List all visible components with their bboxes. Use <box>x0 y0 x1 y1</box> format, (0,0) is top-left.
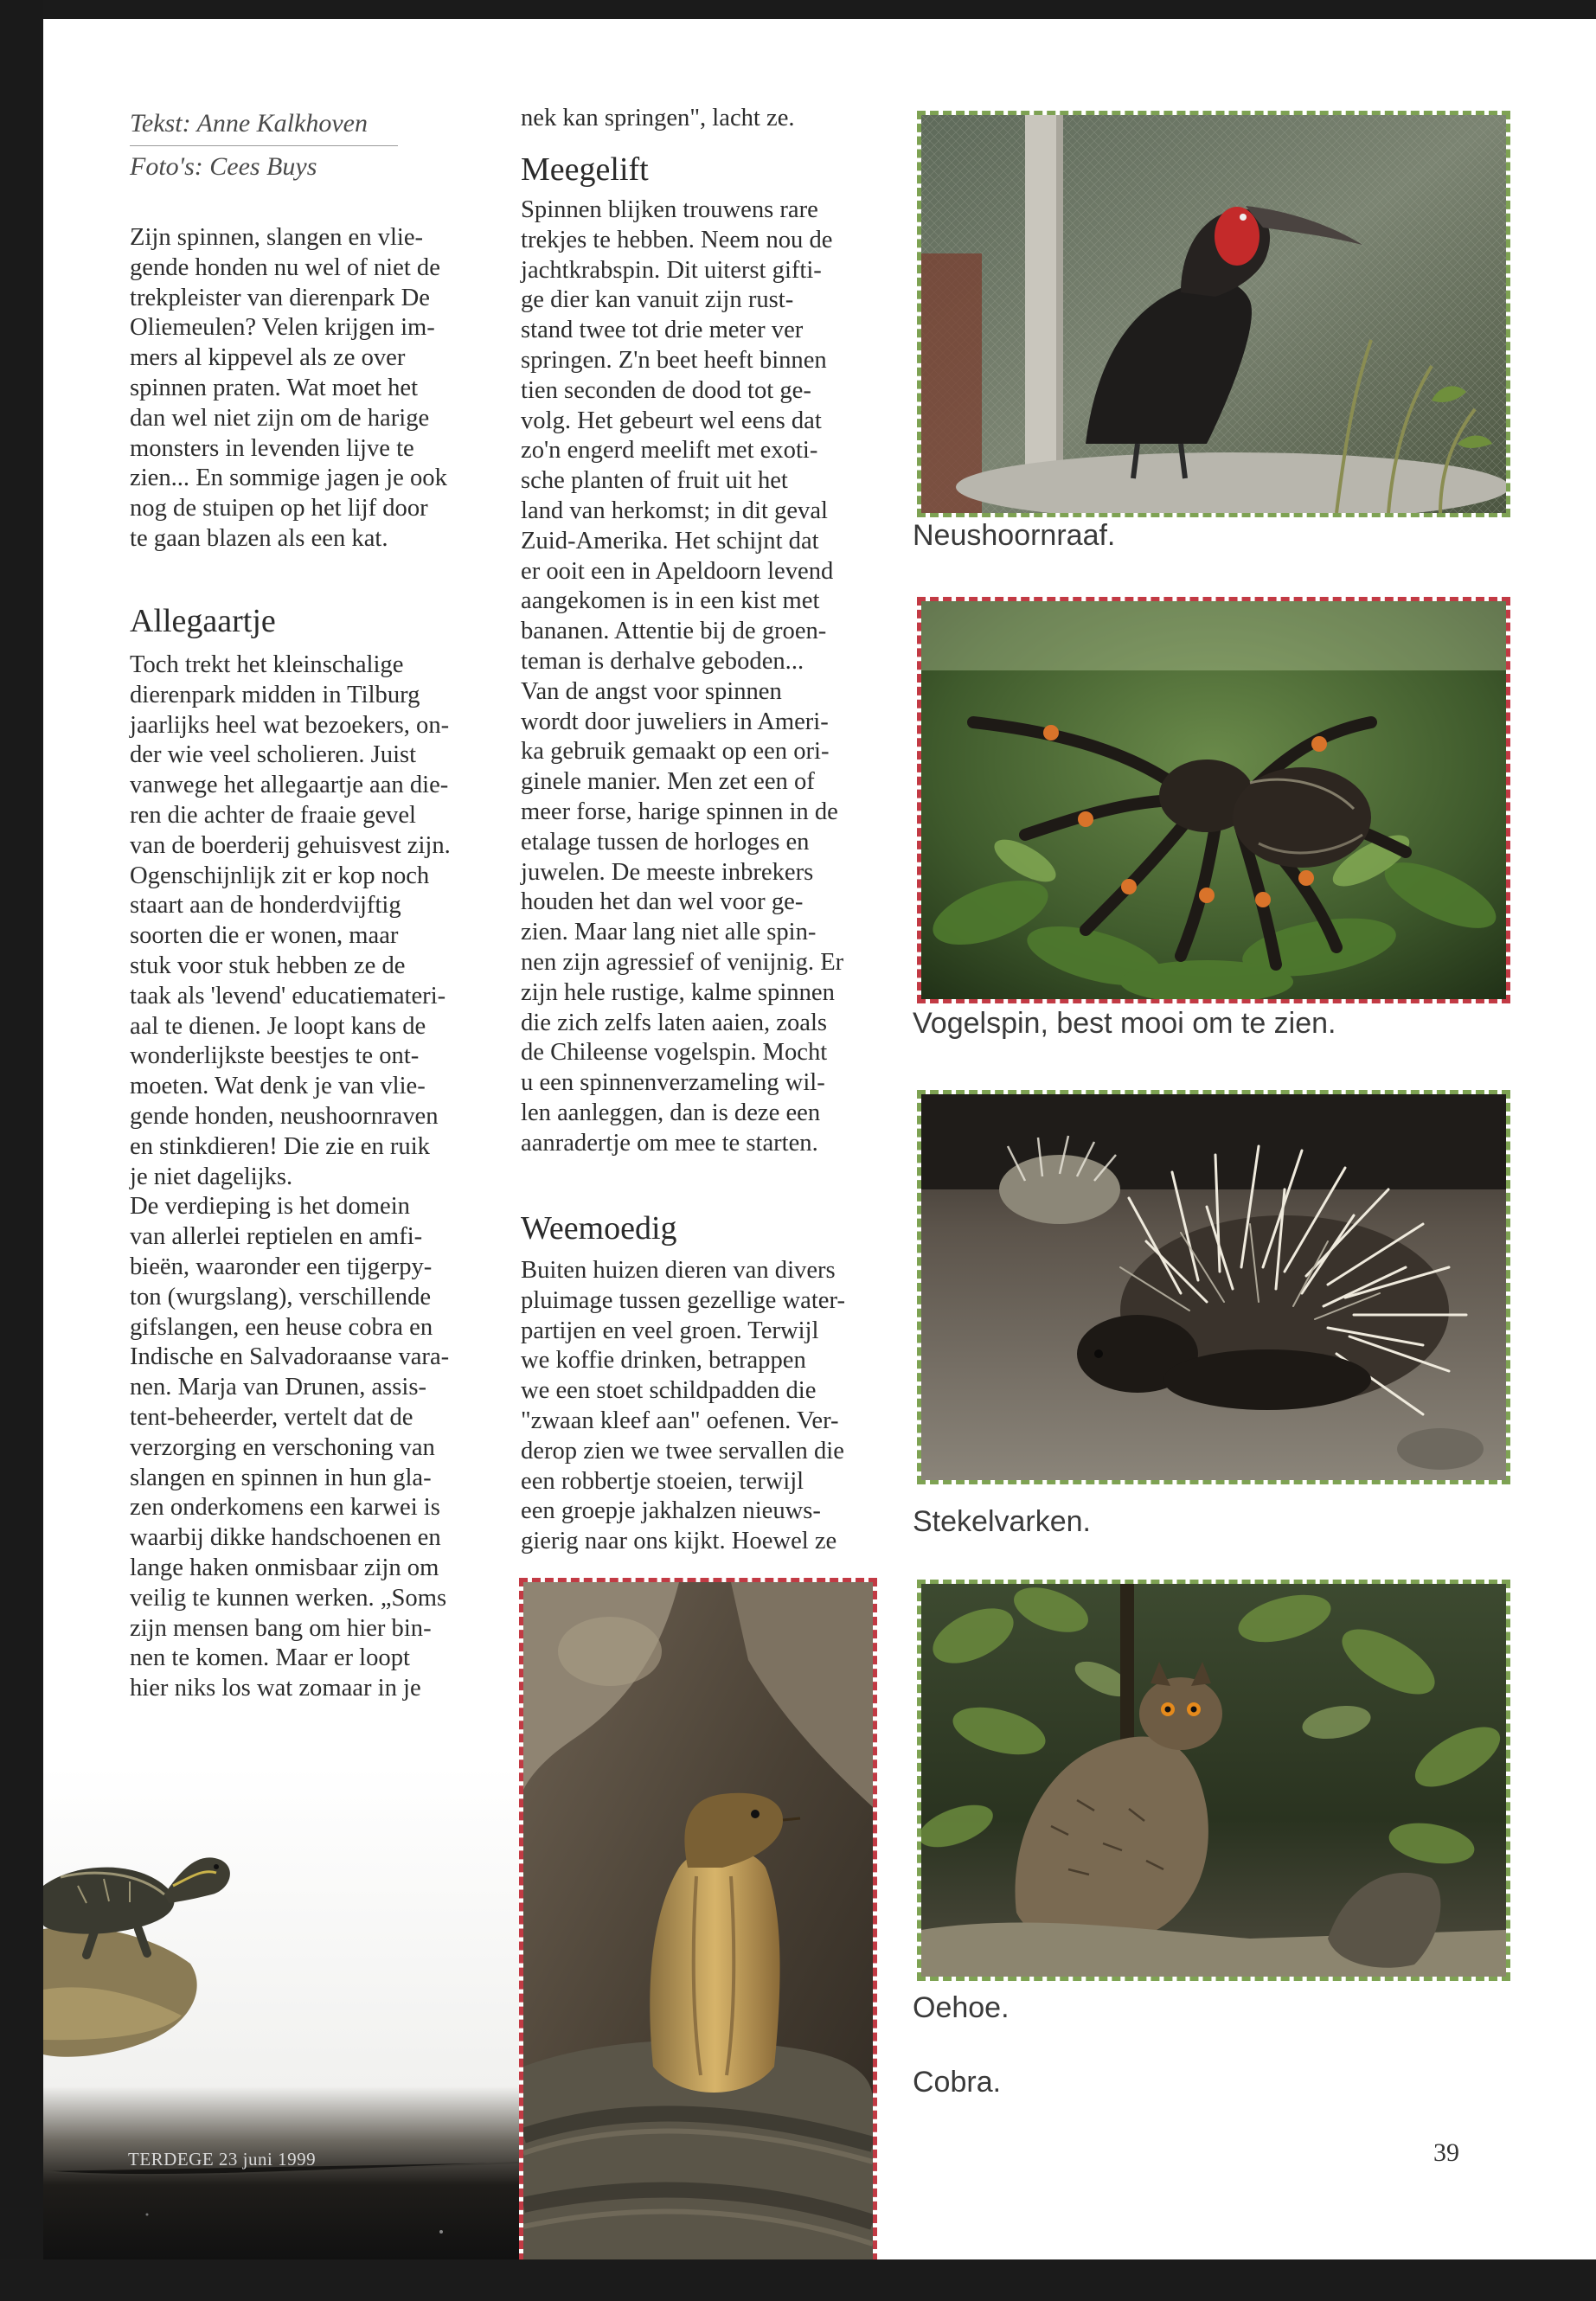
bottom-edge <box>0 2259 1596 2301</box>
text-line: teman is derhalve geboden... <box>521 647 804 675</box>
text-line: jachtkrabspin. Dit uiterst gifti- <box>521 256 822 284</box>
text-line: Zuid-Amerika. Het schijnt dat <box>521 527 819 554</box>
publication-footer: TERDEGE 23 juni 1999 <box>128 2149 317 2170</box>
text-line: taak als 'levend' educatiemateri- <box>130 982 446 1009</box>
heading-meegelift: Meegelift <box>521 151 649 188</box>
text-line: nen. Marja van Drunen, assis- <box>130 1374 427 1401</box>
text-line: etalage tussen de horloges en <box>521 828 810 856</box>
column-1-intro <box>130 223 484 554</box>
text-line: er ooit een in Apeldoorn levend <box>521 557 834 585</box>
text-line: monsters in levenden lijve te <box>130 434 414 462</box>
caption-hornbill: Neushoornraaf. <box>913 519 1116 552</box>
caption-spider: Vogelspin, best mooi om te zien. <box>913 1007 1336 1040</box>
text-line: volg. Het gebeurt wel eens dat <box>521 407 822 434</box>
text-line: stand twee tot drie meter ver <box>521 317 804 344</box>
text-line: we koffie drinken, betrappen <box>521 1347 806 1375</box>
text-line: tent-beheerder, vertelt dat de <box>130 1403 413 1431</box>
text-line: tien seconden de dood tot ge- <box>521 376 811 404</box>
page-number: 39 <box>1433 2138 1459 2167</box>
text-line: een robbertje stoeien, terwijl <box>521 1467 804 1495</box>
text-line: moeten. Wat denk je van vlie- <box>130 1073 426 1100</box>
text-line: Indische en Salvadoraanse vara- <box>130 1343 450 1371</box>
credit-divider <box>130 145 398 146</box>
cobra-image <box>523 1582 873 2262</box>
text-line: dierenpark midden in Tilburg <box>130 681 420 708</box>
text-line: stuk voor stuk hebben ze de <box>130 952 406 979</box>
text-line: ton (wurgslang), verschillende <box>130 1283 432 1311</box>
text-line: lange haken onmisbaar zijn om <box>130 1554 439 1581</box>
text-line: aangekomen is in een kist met <box>521 587 820 615</box>
text-line: die zich zelfs laten aaien, zoals <box>521 1009 828 1036</box>
photo-cobra <box>519 1578 877 2262</box>
spider-image <box>921 601 1506 999</box>
text-line: je niet dagelijks. <box>130 1163 293 1190</box>
text-line: wordt door juweliers in Ameri- <box>521 708 829 735</box>
author-credit: Tekst: Anne Kalkhoven <box>130 109 368 138</box>
text-line: wonderlijkste beestjes te ont- <box>130 1042 420 1070</box>
text-line: te gaan blazen als een kat. <box>130 524 388 552</box>
text-line: trekpleister van dierenpark De <box>130 284 430 311</box>
text-line: "zwaan kleef aan" oefenen. Ver- <box>521 1407 839 1434</box>
text-line: mers al kippevel als ze over <box>130 344 406 372</box>
text-line: ginele manier. Men zet een of <box>521 768 815 796</box>
text-line: ren die achter de fraaie gevel <box>130 801 416 829</box>
hornbill-image <box>921 115 1506 513</box>
text-line: verzorging en verschoning van <box>130 1433 435 1461</box>
caption-cobra: Cobra. <box>913 2066 1002 2099</box>
porcupine-image <box>921 1094 1506 1480</box>
text-line: slangen en spinnen in hun gla- <box>130 1464 432 1491</box>
text-line: land van herkomst; in dit geval <box>521 497 828 524</box>
text-line: zijn mensen bang om hier bin- <box>130 1614 432 1642</box>
text-line: Buiten huizen dieren van divers <box>521 1257 836 1284</box>
text-line: jaarlijks heel wat bezoekers, on- <box>130 711 450 739</box>
text-line: Van de angst voor spinnen <box>521 677 782 705</box>
column-1-body <box>130 651 484 1704</box>
text-line: u een spinnenverzameling wil- <box>521 1069 825 1097</box>
text-line: hier niks los wat zomaar in je <box>130 1675 421 1702</box>
text-line: zo'n engerd meelift met exoti- <box>521 437 818 465</box>
text-line: partijen en veel groen. Terwijl <box>521 1317 819 1344</box>
photo-turtle <box>43 1765 519 2259</box>
text-line: Zijn spinnen, slangen en vlie- <box>130 224 424 251</box>
text-line: een groepje jakhalzen nieuws- <box>521 1497 821 1525</box>
top-edge <box>0 0 1596 19</box>
text-line: gifslangen, een heuse cobra en <box>130 1313 433 1341</box>
text-line: nog de stuipen op het lijf door <box>130 495 428 522</box>
text-line: zen onderkomens een karwei is <box>130 1494 440 1522</box>
text-line: aal te dienen. Je loopt kans de <box>130 1012 426 1040</box>
text-line: gende honden nu wel of niet de <box>130 253 440 281</box>
text-line: houden het dan wel voor ge- <box>521 888 804 916</box>
column-2-body-1 <box>521 195 880 1159</box>
text-line: soorten die er wonen, maar <box>130 922 399 950</box>
text-line: bananen. Attentie bij de groen- <box>521 618 827 645</box>
text-line: en stinkdieren! Die zie en ruik <box>130 1132 430 1160</box>
photo-spider <box>917 597 1510 1003</box>
text-line: aanradertje om mee te starten. <box>521 1129 818 1157</box>
text-line: len aanleggen, dan is deze een <box>521 1099 821 1126</box>
photo-owl <box>917 1580 1510 1981</box>
text-line: Oliemeulen? Velen krijgen im- <box>130 314 435 342</box>
column-2-lead <box>521 104 880 134</box>
text-line: zien. Maar lang niet alle spin- <box>521 919 817 946</box>
text-line: nek kan springen", lacht ze. <box>521 105 795 131</box>
text-line: de Chileense vogelspin. Mocht <box>521 1039 828 1067</box>
heading-weemoedig: Weemoedig <box>521 1210 677 1247</box>
text-line: Ogenschijnlijk zit er kop noch <box>130 862 430 889</box>
text-line: van de boerderij gehuisvest zijn. <box>130 831 451 859</box>
photo-credit: Foto's: Cees Buys <box>130 152 317 181</box>
heading-allegaartje: Allegaartje <box>130 603 276 639</box>
text-line: spinnen praten. Wat moet het <box>130 374 419 401</box>
text-line: meer forse, harige spinnen in de <box>521 798 838 825</box>
text-line: De verdieping is het domein <box>130 1193 410 1221</box>
text-line: der wie veel scholieren. Juist <box>130 741 417 769</box>
text-line: gierig naar ons kijkt. Hoewel ze <box>521 1528 837 1555</box>
column-2-body-2 <box>521 1256 880 1557</box>
text-line: veilig te kunnen werken. „Soms <box>130 1584 447 1612</box>
text-line: Toch trekt het kleinschalige <box>130 651 404 678</box>
turtle-image <box>43 1765 519 2259</box>
text-line: vanwege het allegaartje aan die- <box>130 772 449 799</box>
text-line: pluimage tussen gezellige water- <box>521 1286 845 1314</box>
text-line: gende honden, neushoornraven <box>130 1102 439 1130</box>
text-line: dan wel niet zijn om de harige <box>130 404 430 432</box>
left-edge <box>0 0 43 2301</box>
photo-hornbill <box>917 111 1510 517</box>
caption-owl: Oehoe. <box>913 1991 1010 2024</box>
text-line: we een stoet schildpadden die <box>521 1377 817 1405</box>
text-line: ka gebruik gemaakt op een ori- <box>521 738 830 766</box>
text-line: nen te komen. Maar er loopt <box>130 1644 410 1672</box>
text-line: sche planten of fruit uit het <box>521 467 788 495</box>
text-line: zien... En sommige jagen je ook <box>130 465 447 492</box>
caption-porcupine: Stekelvarken. <box>913 1505 1091 1538</box>
text-line: juwelen. De meeste inbrekers <box>521 858 814 886</box>
text-line: bieën, waaronder een tijgerpy- <box>130 1253 433 1280</box>
text-line: staart aan de honderdvijftig <box>130 892 401 920</box>
text-line: derop zien we twee servallen die <box>521 1437 844 1465</box>
text-line: ge dier kan vanuit zijn rust- <box>521 286 794 314</box>
owl-image <box>921 1584 1506 1977</box>
text-line: trekjes te hebben. Neem nou de <box>521 226 833 253</box>
text-line: waarbij dikke handschoenen en <box>130 1524 441 1552</box>
photo-porcupine <box>917 1090 1510 1484</box>
text-line: zijn hele rustige, kalme spinnen <box>521 978 835 1006</box>
text-line: Spinnen blijken trouwens rare <box>521 196 818 223</box>
text-line: nen zijn agressief of venijnig. Er <box>521 948 844 976</box>
text-line: van allerlei reptielen en amfi- <box>130 1223 423 1251</box>
text-line: springen. Z'n beet heeft binnen <box>521 346 827 374</box>
